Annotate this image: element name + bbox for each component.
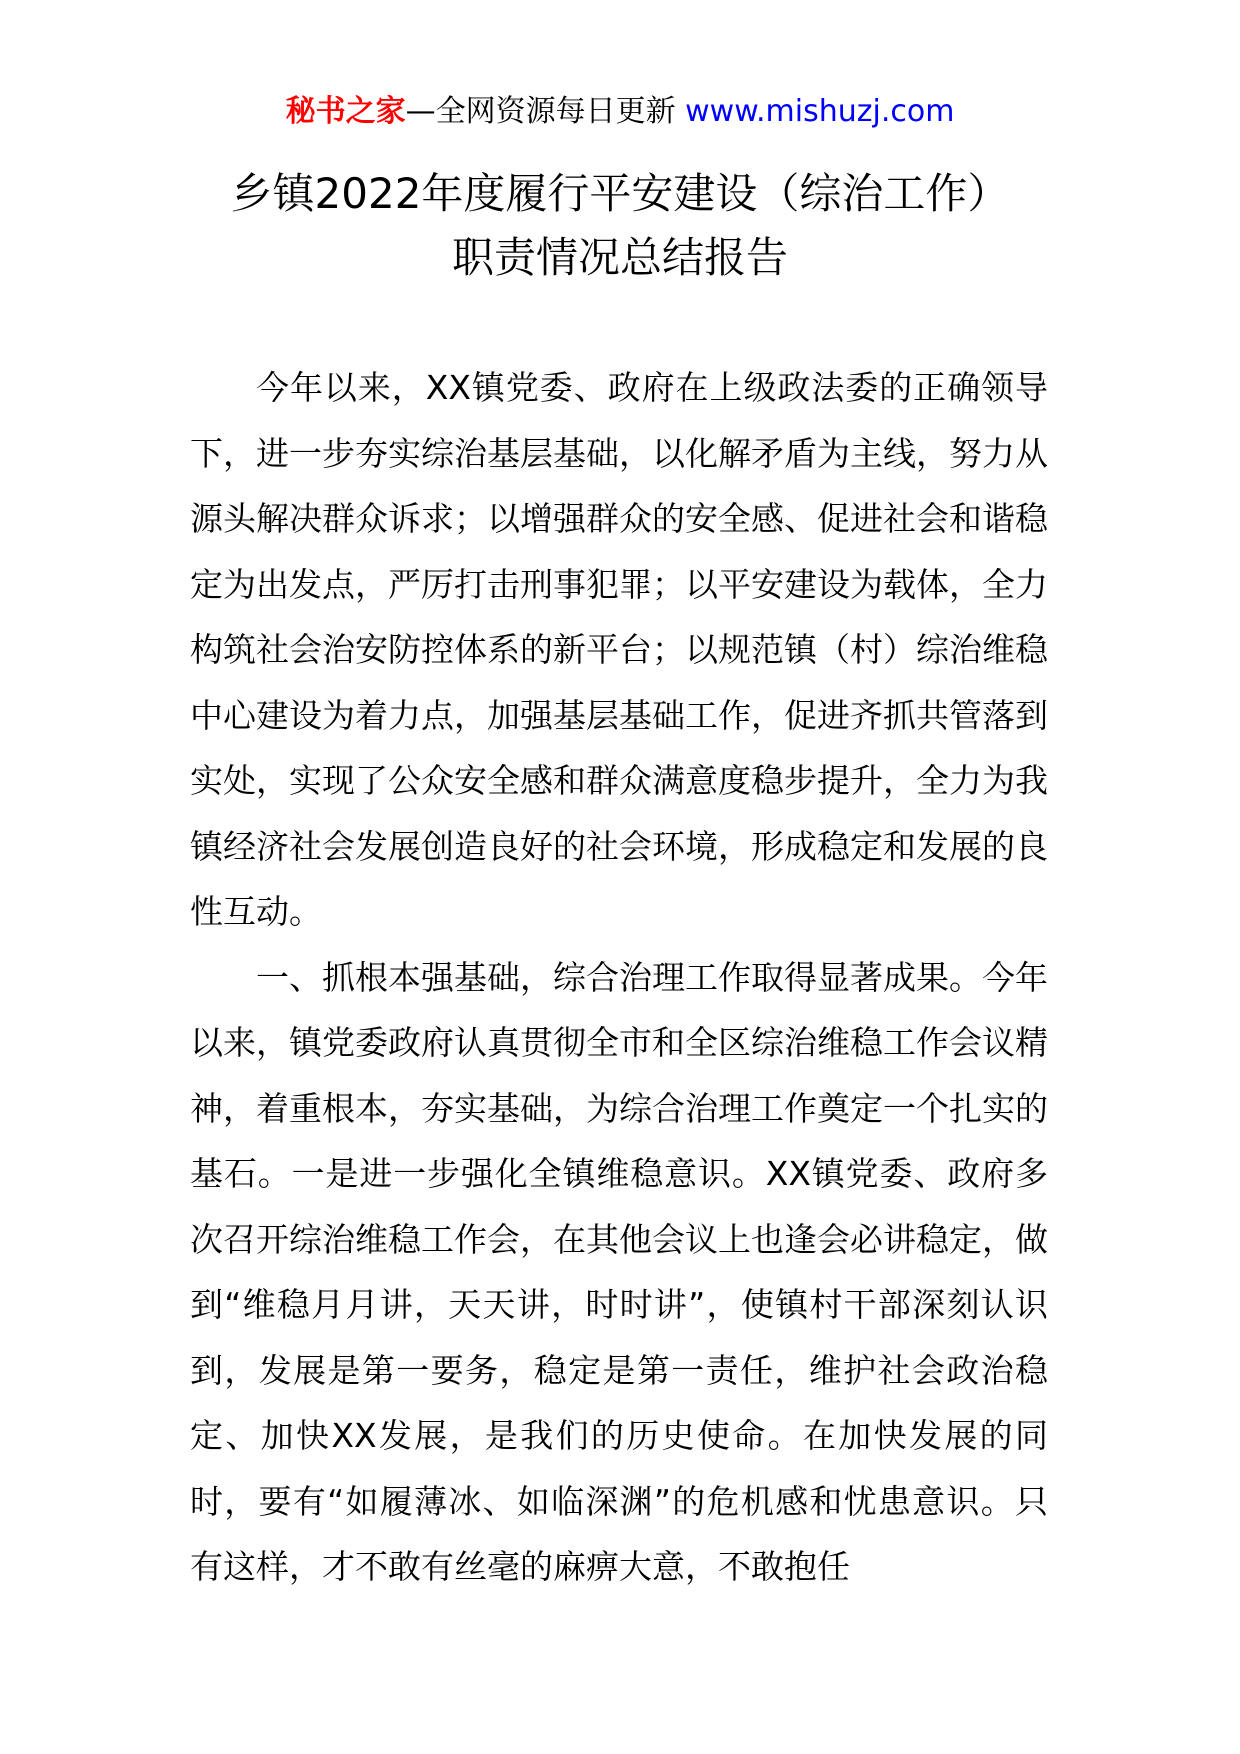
- document-title: [0, 162, 1240, 290]
- site-url-link[interactable]: www.mishuzj.com: [685, 94, 955, 129]
- paragraph-text: 今年以来，XX镇党委、政府在上级政法委的正确领导下，进一步夯实综治基层基础，以化解矛盾为主线，努力从源头解决群众诉求；以增强群众的安全感、促进社会和谐稳定为出发点，严厉打击刑事犯罪；以平安建设为载体，全力构筑社会治安防控体系的新平台；以规范镇（村）综治维稳中心建设为着力点，加强基层基础工作，促进齐抓共管落到实处，实现了公众安全感和群众满意度稳步提升，全力为我镇经济社会发展创造良好的社会环境，形成稳定和发展的良性互动。: [190, 368, 1048, 931]
- paragraph-intro: [190, 355, 1048, 945]
- site-slogan: —全网资源每日更新: [405, 94, 686, 129]
- title-line-2: 职责情况总结报告: [451, 233, 788, 282]
- section-heading: 一、抓根本强基础，综合治理工作取得显著成果。: [256, 957, 982, 997]
- site-brand: 秘书之家: [285, 94, 406, 129]
- document-body: [190, 355, 1048, 1600]
- title-line-1: 乡镇2022年度履行平安建设（综治工作）: [230, 169, 1010, 218]
- paragraph-section-1: [190, 945, 1048, 1600]
- paragraph-text: 今年以来，镇党委政府认真贯彻全市和全区综治维稳工作会议精神，着重根本，夯实基础，为综合治理工作奠定一个扎实的基石。一是进一步强化全镇维稳意识。XX镇党委、政府多次召开综治维稳工作会，在其他会议上也逢会必讲稳定，做到“维稳月月讲，天天讲，时时讲”，使镇村干部深刻认识到，发展是第一要务，稳定是第一责任，维护社会政治稳定、加快XX发展，是我们的历史使命。在加快发展的同时，要有“如履薄冰、如临深渊”的危机感和忧患意识。只有这样，才不敢有丝毫的麻痹大意，不敢抱任: [190, 957, 1048, 1586]
- site-header: [0, 92, 1240, 132]
